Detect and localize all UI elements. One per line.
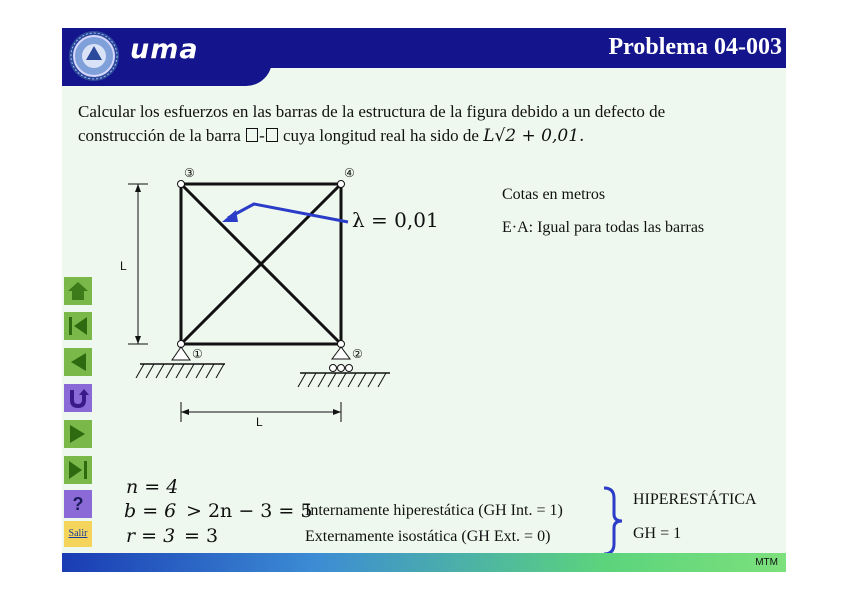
- node-label-1: ①: [192, 347, 203, 361]
- external-classification: Externamente isostática (GH Ext. = 0): [305, 528, 551, 545]
- help-button[interactable]: ?: [64, 490, 92, 518]
- brace-icon: [600, 486, 626, 556]
- brand-logo-text: uma: [130, 34, 199, 65]
- defect-value: λ = 0,01: [352, 208, 439, 232]
- equation-b-compare: > 2n − 3 = 5: [186, 500, 313, 522]
- equation-r-compare: = 3: [184, 525, 219, 547]
- return-button[interactable]: [64, 384, 92, 412]
- equation-b: b = 6: [124, 500, 177, 522]
- pin-support-icon: [172, 347, 190, 360]
- university-seal-icon: [68, 30, 120, 82]
- next-page-button[interactable]: [64, 420, 92, 448]
- ground-hatch: [136, 364, 224, 378]
- roller-support-icon: [332, 347, 350, 359]
- internal-classification: Internamente hiperestática (GH Int. = 1): [305, 502, 563, 519]
- statement-text-a: construcción de la barra: [78, 126, 246, 145]
- home-button[interactable]: [64, 277, 92, 305]
- statement-text-c: cuya longitud real ha sido de: [278, 126, 484, 145]
- equation-r: r = 3: [126, 525, 176, 547]
- note-stiffness: E·A: Igual para todas las barras: [502, 219, 705, 236]
- joint-4: [338, 181, 345, 188]
- node-label-3: ③: [184, 166, 195, 180]
- statement-line-1: Calcular los esfuerzos en las barras de la estructura de la figura debido a un defecto de: [78, 102, 666, 121]
- equation-n: n = 4: [126, 476, 179, 498]
- hyperstatic-degree: GH = 1: [633, 525, 682, 542]
- note-units: Cotas en metros: [502, 186, 606, 203]
- previous-page-button[interactable]: [64, 348, 92, 376]
- conclusion-label: HIPERESTÁTICA: [633, 491, 757, 508]
- last-page-button[interactable]: [64, 456, 92, 484]
- footer-label: MTM: [755, 557, 778, 568]
- first-page-button[interactable]: [64, 312, 92, 340]
- roller-wheel: [346, 365, 353, 372]
- footer-bar: [62, 553, 786, 572]
- arrow-head: [222, 210, 238, 222]
- truss-figure: [110, 160, 410, 440]
- dimension-arrow: [135, 184, 141, 192]
- roller-wheel: [338, 365, 345, 372]
- page-title: Problema 04-003: [608, 34, 782, 60]
- exit-link[interactable]: Salir: [64, 521, 92, 547]
- ground-hatch: [298, 373, 386, 387]
- dimension-label-horizontal: L: [256, 415, 263, 429]
- dimension-arrow: [135, 336, 141, 344]
- node-label-4: ④: [344, 166, 355, 180]
- missing-glyph-box: [266, 128, 278, 142]
- dimension-arrow: [181, 409, 189, 415]
- joint-3: [178, 181, 185, 188]
- missing-glyph-box: [246, 128, 258, 142]
- statement-dash: -: [259, 126, 265, 145]
- node-label-2: ②: [352, 347, 363, 361]
- statement-line-2: [78, 124, 738, 148]
- problem-statement: [78, 100, 738, 148]
- dimension-arrow: [333, 409, 341, 415]
- defect-pointer-arrow: [228, 204, 348, 222]
- dimension-label-vertical: L: [120, 259, 127, 273]
- roller-wheel: [330, 365, 337, 372]
- length-formula: L√2 + 0,01.: [483, 126, 585, 146]
